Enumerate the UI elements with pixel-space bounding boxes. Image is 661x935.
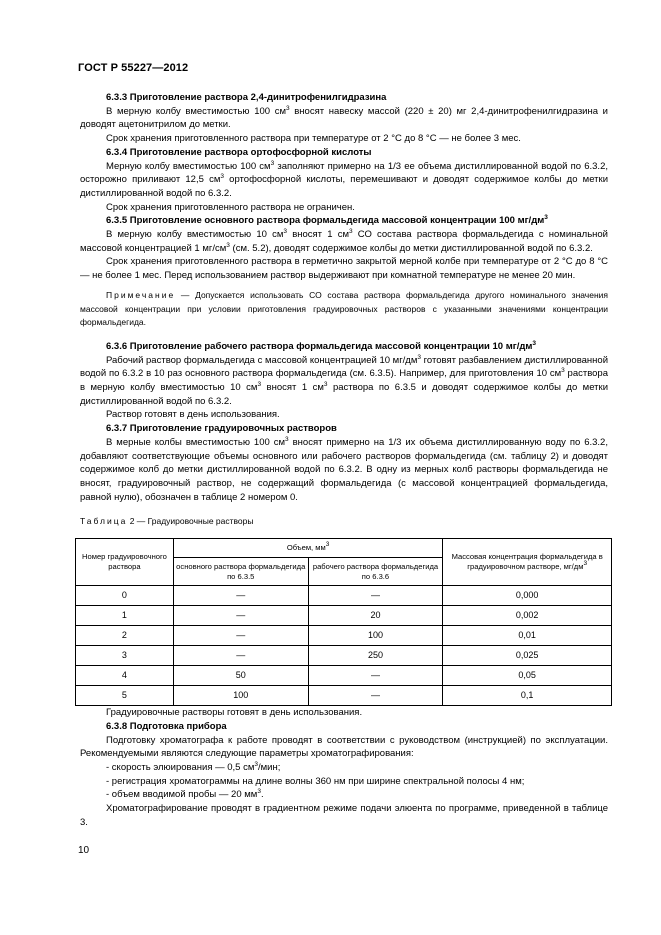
paragraph: В мерную колбу вместимостью 100 $см^3$ вносят навеску массой (220 ± 20) мг 2,4-динитрофенилгидразина и доводят ацетонитрилом до метки. [80, 104, 608, 131]
column-header-basic-solution: основного раствора формальдегида по 6.3.5 [173, 558, 308, 586]
paragraph: Мерную колбу вместимостью 100 $см^3$ заполняют примерно на 1/3 ее объема дистиллированной водой по 6.3.2, осторожно приливают 12,5 $см^3$ ортофосфорной кислоты, перемешивают и доводят содержимое колбы до метки дистиллированной водой по 6.3.2. [80, 159, 608, 199]
paragraph: В мерные колбы вместимостью 100 $см^3$ вносят примерно на 1/3 их объема дистиллированную воду по 6.3.2, добавляют соответствующие объемы основного или рабочего растворов формальдегида (см. таблицу 2) и доводят содержимое колб до метки дистиллированной водой по 6.3.2. В одну из мерных колб растворы формальдегида не вносят, градуировочный раствор, не содержащий формальдегида (с массовой концентрацией формальдегида, равной нулю), обозначен в таблице 2 номером 0. [80, 435, 608, 503]
paragraph: Срок хранения приготовленного раствора при температуре от 2 °С до 8 °С — не более 3 мес. [106, 133, 521, 145]
column-header-number: Номер градуировочного раствора [76, 539, 174, 586]
list-item: - регистрация хроматограммы на длине волны 360 нм при ширине спектральной полосы 4 нм; [106, 775, 525, 787]
paragraph: Подготовку хроматографа к работе проводят в соответствии с руководством (инструкцией) по эксплуатации. Рекомендуемыми являются следующие параметры хроматографирования: [80, 734, 608, 760]
paragraph: В мерную колбу вместимостью 10 $см^3$ вносят 1 $см^3$ СО состава раствора формальдегида с номинальной массовой концентрацией 1 $мг/см^3$ (см. 5.2), доводят содержимое колбы до метки дистиллированной водой по 6.3.2. [80, 228, 608, 254]
column-header-volume: Объем, $мм^3$ [173, 539, 442, 558]
list-item: - объем вводимой пробы — 20 $мм^3$. [106, 788, 264, 801]
paragraph: Градуировочные растворы готовят в день использования. [106, 707, 363, 719]
table-row: 1 — 20 0,002 [76, 606, 612, 626]
table-row: 2 — 100 0,01 [76, 626, 612, 646]
paragraph: Рабочий раствор формальдегида с массовой концентрацией 10 $мг/дм^3$ готовят разбавлением дистиллированной водой по 6.3.2 в 10 раз основного раствора формальдегида (см. 6.3.5). Например, для приготовления 10 $см^3$ раствора в мерную колбу вместимостью 10 $см^3$ вносят 1 $см^3$ раствора по 6.3.5 и доводят содержимое колбы до метки дистиллированной водой по 6.3.2. [80, 353, 609, 407]
table-caption: Таблица 2 — Градуировочные растворы [80, 516, 254, 527]
paragraph: Хроматографирование проводят в градиентном режиме подачи элюента по программе, приведенной в таблице 3. [80, 803, 608, 828]
column-header-concentration: Массовая концентрация формальдегида в градуировочном растворе, $мг/дм^3$ [443, 539, 612, 586]
table-row: 3 — 250 0,025 [76, 646, 612, 666]
paragraph: Срок хранения приготовленного раствора в герметично закрытой мерной колбе при температуре от 2 °С до 8 °С — не более 1 мес. Перед использованием раствор выдерживают при комнатной температуре не менее 20 мин. [80, 256, 608, 282]
column-header-working-solution: рабочего раствора формальдегида по 6.3.6 [308, 558, 443, 586]
table-row: 0 — — 0,000 [76, 586, 612, 606]
table-row: 5 100 — 0,1 [76, 686, 612, 706]
paragraph: Срок хранения приготовленного раствора не ограничен. [106, 201, 355, 213]
table-row: 4 50 — 0,05 [76, 666, 612, 686]
section-heading-6-3-6: 6.3.6 Приготовление рабочего раствора формальдегида массовой концентрации 10 $мг/дм^3$ [106, 339, 537, 352]
standard-code: ГОСТ Р 55227—2012 [78, 62, 189, 74]
section-heading-6-3-4: 6.3.4 Приготовление раствора ортофосфорной кислоты [106, 146, 372, 158]
section-heading-6-3-8: 6.3.8 Подготовка прибора [106, 720, 227, 732]
calibration-table [75, 538, 612, 706]
list-item: - скорость элюирования — 0,5 $см^3$/мин; [106, 760, 281, 773]
document-body [80, 91, 608, 829]
section-heading-6-3-3: 6.3.3 Приготовление раствора 2,4-динитрофенилгидразина [106, 92, 387, 103]
page-number: 10 [78, 845, 90, 856]
note: Примечание — Допускается использовать СО состава раствора формальдегида другого номинального значения массовой концентрации при условии приготовления градуировочных растворов с указанными значениями концентрации формальдегида. [80, 289, 608, 328]
section-heading-6-3-5: 6.3.5 Приготовление основного раствора формальдегида массовой концентрации 100 $мг/дм^3$ [106, 214, 548, 227]
section-heading-6-3-7: 6.3.7 Приготовление градуировочных растворов [106, 423, 337, 435]
paragraph: Раствор готовят в день использования. [106, 409, 280, 421]
